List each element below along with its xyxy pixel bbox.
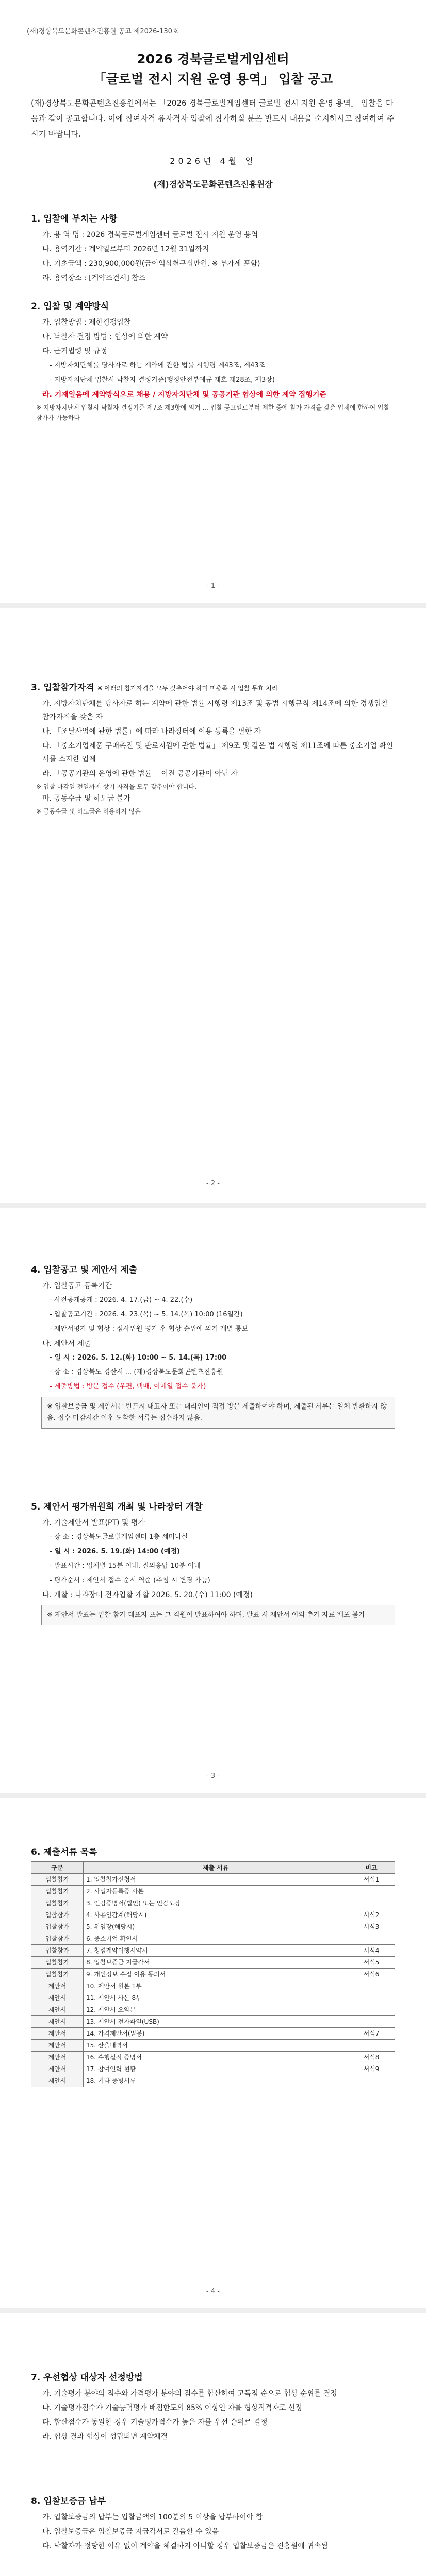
list-item: - 장 소 : 경상북도 경산시 ... (재)경상북도문화콘텐츠진흥원 <box>50 1368 223 1376</box>
document-cell: 9. 개인정보 수집 이용 동의서 <box>84 1969 348 1980</box>
section-3 <box>31 670 395 817</box>
remark-cell <box>348 1980 395 1992</box>
document-cell: 2. 사업자등록증 사본 <box>84 1886 348 1897</box>
table-row <box>31 1921 395 1933</box>
section-heading: 2. 입찰 및 계약방식 <box>31 301 109 312</box>
table-row <box>31 2004 395 2016</box>
section-2 <box>31 289 395 423</box>
remark-cell <box>348 2016 395 2028</box>
table-header: 제출 서류 <box>84 1862 348 1874</box>
page-separator <box>0 1793 426 1798</box>
document-cell: 7. 청렴계약이행서약서 <box>84 1945 348 1957</box>
category-cell: 입찰참가 <box>31 1874 84 1886</box>
list-item: 나. 제안서 제출 <box>42 1340 91 1348</box>
remark-cell: 서식4 <box>348 1945 395 1957</box>
list-item: 라. 용역장소 : [계약조건서] 참조 <box>42 274 146 282</box>
page-number: - 3 - <box>206 1772 220 1780</box>
list-item: - 입찰공고기간 : 2026. 4. 23.(목) ~ 5. 14.(목) 10:00 (16일간) <box>50 1311 243 1318</box>
remark-cell: 서식8 <box>348 2052 395 2063</box>
page-number: - 1 - <box>206 582 220 590</box>
list-item: 다. 근거법령 및 규정 <box>42 347 107 355</box>
notice-box: ※ 입찰보증금 및 제안서는 반드시 대표자 또는 대리인이 직접 방문 제출하여야 하며, 제출된 서류는 일체 반환하지 않음. 접수 마감시간 이후 도착한 서류는 접수하지 않음. <box>41 1397 395 1429</box>
remark-cell: 서식1 <box>348 1874 395 1886</box>
category-cell: 제안서 <box>31 1980 84 1992</box>
section-heading <box>31 680 395 693</box>
list-item: - 일 시 : 2026. 5. 12.(화) 10:00 ~ 5. 14.(목) 17:00 <box>50 1354 227 1362</box>
category-cell: 제안서 <box>31 2004 84 2016</box>
list-item: 나. 입찰보증금은 입찰보증금 지급각서로 갈음할 수 있음 <box>42 2528 219 2536</box>
table-row <box>31 2040 395 2052</box>
category-cell: 입찰참가 <box>31 1969 84 1980</box>
list-item: - 제출방법 : 방문 접수 (우편, 택배, 이메일 접수 불가) <box>50 1383 206 1391</box>
page-separator <box>0 1203 426 1208</box>
document-cell: 1. 입찰참가신청서 <box>84 1874 348 1886</box>
document-cell: 3. 인감증명서(법인) 또는 인감도장 <box>84 1897 348 1909</box>
document-cell: 16. 수행실적 증명서 <box>84 2052 348 2063</box>
section-lead: ※ 아래의 참가자격을 모두 갖추어야 하며 미충족 시 입찰 무효 처리 <box>97 685 278 692</box>
document-cell: 4. 사용인감계(해당시) <box>84 1909 348 1921</box>
remark-cell <box>348 1992 395 2004</box>
list-item: 나. 「조달사업에 관한 법률」에 따라 나라장터에 이용 등록을 필한 자 <box>42 727 261 736</box>
list-item: - 사전공개공개 : 2026. 4. 17.(금) ~ 4. 22.(수) <box>50 1296 193 1304</box>
list-item: - 발표시간 : 업체별 15분 이내, 질의응답 10분 이내 <box>50 1562 201 1570</box>
list-item: - 지방자치단체를 당사자로 하는 계약에 관한 법률 시행령 제43조, 제43조 <box>50 362 266 369</box>
document-cell: 6. 중소기업 확인서 <box>84 1933 348 1945</box>
list-item: 다. 낙찰자가 정당한 이유 없이 계약을 체결하지 아니할 경우 입찰보증금은 진흥원에 귀속됨 <box>42 2542 328 2550</box>
document-cell: 10. 제안서 원본 1부 <box>84 1980 348 1992</box>
list-item: 가. 기술평가 분야의 점수와 가격평가 분야의 점수를 합산하여 고득점 순으로 협상 순위를 결정 <box>42 2389 337 2398</box>
intro-paragraph: (재)경상북도문화콘텐츠진흥원에서는 「2026 경북글로벌게임센터 글로벌 전시 지원 운영 용역」 입찰을 다음과 같이 공고합니다. 이에 참여자격 유자격자 입찰에 참가하실 분은 반드시 내용을 숙지하시고 참여하여 주시기 바랍니다. <box>31 98 395 139</box>
page-separator <box>0 2308 426 2313</box>
section-heading: 4. 입찰공고 및 제안서 제출 <box>31 1265 138 1275</box>
category-cell: 입찰참가 <box>31 1909 84 1921</box>
list-item: - 제안서평가 및 협상 : 심사위원 평가 후 협상 순위에 의거 개별 통보 <box>50 1325 249 1333</box>
category-cell: 입찰참가 <box>31 1945 84 1957</box>
category-cell: 제안서 <box>31 2040 84 2052</box>
table-row <box>31 1886 395 1897</box>
table-row <box>31 1992 395 2004</box>
page-number: - 4 - <box>206 2287 220 2295</box>
document-cell: 8. 입찰보증금 지급각서 <box>84 1957 348 1969</box>
list-item: 라. 협상 결과 협상이 성립되면 계약체결 <box>42 2433 168 2441</box>
table-row <box>31 2075 395 2087</box>
section-heading: 7. 우선협상 대상자 선정방법 <box>31 2372 143 2383</box>
section-4 <box>31 1252 395 1432</box>
document-cell: 14. 가격제안서(밀봉) <box>84 2028 348 2040</box>
category-cell: 제안서 <box>31 2016 84 2028</box>
list-item: 라. 기재일음에 계약방식으로 채용 / 지방자치단체 및 공공기관 협상에 의한 계약 집행기준 <box>42 391 326 399</box>
document-cell: 11. 제안서 사본 8부 <box>84 1992 348 2004</box>
document-cell: 12. 제안서 요약본 <box>84 2004 348 2016</box>
table-row <box>31 1874 395 1886</box>
title-line-2: 「글로벌 전시 지원 운영 용역」 입찰 공고 <box>93 72 333 87</box>
table-row <box>31 1945 395 1957</box>
table-row <box>31 2063 395 2075</box>
note: ※ 공동수급 및 하도급은 허용하지 않음 <box>36 808 141 815</box>
list-item: 다. 합산점수가 동일한 경우 기술평가점수가 높은 자를 우선 순위로 결정 <box>42 2418 268 2427</box>
document-cell: 18. 기타 증빙서류 <box>84 2075 348 2087</box>
section-heading: 8. 입찰보증금 납부 <box>31 2496 106 2506</box>
list-item: 다. 「중소기업제품 구매촉진 및 판로지원에 관한 법률」 제9조 및 같은 법 시행령 제11조에 따른 중소기업 확인서를 소지한 업체 <box>42 742 394 764</box>
document-cell: 13. 제안서 전자파일(USB) <box>84 2016 348 2028</box>
category-cell: 입찰참가 <box>31 1897 84 1909</box>
list-item: - 일 시 : 2026. 5. 19.(화) 14:00 (예정) <box>50 1548 180 1555</box>
issuer: (재)경상북도문화콘텐츠진흥원장 <box>153 179 273 189</box>
category-cell: 입찰참가 <box>31 1921 84 1933</box>
list-item: - 장 소 : 경상북도글로벌게임센터 1층 세미나실 <box>50 1533 188 1541</box>
category-cell: 제안서 <box>31 2052 84 2063</box>
remark-cell <box>348 2075 395 2087</box>
note: ※ 지방자치단체 입찰시 낙찰자 결정기준 제7조 제3항에 의거 ... 입찰 공고일로부터 제한 중에 참가 자격을 갖춘 업체에 한하여 입찰 참가가 가능하다 <box>36 404 390 421</box>
remark-cell <box>348 1886 395 1897</box>
table-row <box>31 1957 395 1969</box>
list-item: 라. 「공공기관의 운영에 관한 법률」 이전 공공기관이 아닌 자 <box>42 770 238 778</box>
remark-cell <box>348 2004 395 2016</box>
note: ※ 입찰 마감일 전일까지 상기 자격을 모두 갖추어야 합니다. <box>36 783 197 790</box>
list-item: - 지방자치단체 입찰시 낙찰자 결정기준(행정안전부예규 제호 제28조, 제3장) <box>50 376 275 384</box>
list-item: 가. 입찰방법 : 제한경쟁입찰 <box>42 318 131 327</box>
table-header: 구분 <box>31 1862 84 1874</box>
category-cell: 입찰참가 <box>31 1957 84 1969</box>
submission-table <box>31 1861 395 2087</box>
section-title: 3. 입찰참가자격 <box>31 683 94 693</box>
page-number: - 2 - <box>206 1180 220 1188</box>
list-item: 마. 공동수급 및 하도급 불가 <box>42 794 131 803</box>
category-cell: 제안서 <box>31 1992 84 2004</box>
table-row <box>31 2052 395 2063</box>
table-header: 비고 <box>348 1862 395 1874</box>
category-cell: 제안서 <box>31 2075 84 2087</box>
list-item: 가. 입찰공고 등록기간 <box>42 1282 112 1290</box>
section-heading: 1. 입찰에 부치는 사항 <box>31 214 118 224</box>
table-row <box>31 2016 395 2028</box>
list-item: 가. 지방자치단체를 당사자로 하는 계약에 관한 법률 시행령 제13조 및 동법 시행규칙 제14조에 의한 경쟁입찰 참가자격을 갖춘 자 <box>42 700 388 721</box>
section-1 <box>31 201 395 286</box>
remark-cell: 서식6 <box>348 1969 395 1980</box>
list-item: 나. 개찰 : 나라장터 전자입찰 개찰 2026. 5. 20.(수) 11:00 (예정) <box>42 1591 253 1599</box>
notice-number: (재)경상북도문화콘텐츠진흥원 공고 제2026-130호 <box>27 28 179 36</box>
category-cell: 제안서 <box>31 2028 84 2040</box>
section-7 <box>31 2360 395 2445</box>
section-8 <box>31 2483 395 2554</box>
page-separator <box>0 603 426 608</box>
table-row <box>31 1909 395 1921</box>
list-item: 나. 용역기간 : 계약일로부터 2026년 12월 31일까지 <box>42 245 209 253</box>
title-line-1: 2026 경북글로벌게임센터 <box>137 52 289 66</box>
table-row <box>31 1980 395 1992</box>
table-row <box>31 1969 395 1980</box>
section-5 <box>31 1489 395 1629</box>
category-cell: 제안서 <box>31 2063 84 2075</box>
list-item: - 평가순서 : 제안서 접수 순서 역순 (추첨 시 변경 가능) <box>50 1577 210 1584</box>
document-cell: 15. 산출내역서 <box>84 2040 348 2052</box>
section-6 <box>31 1834 395 2087</box>
remark-cell: 서식3 <box>348 1921 395 1933</box>
list-item: 나. 낙찰자 결정 방법 : 협상에 의한 계약 <box>42 333 168 341</box>
category-cell: 입찰참가 <box>31 1933 84 1945</box>
table-row <box>31 1897 395 1909</box>
remark-cell <box>348 2040 395 2052</box>
remark-cell: 서식9 <box>348 2063 395 2075</box>
document-cell: 5. 위임장(해당시) <box>84 1921 348 1933</box>
list-item: 가. 기술제안서 발표(PT) 및 평가 <box>42 1519 145 1527</box>
list-item: 가. 용 역 명 : 2026 경북글로벌게임센터 글로벌 전시 지원 운영 용역 <box>42 231 258 239</box>
list-item: 나. 기술평가점수가 기술능력평가 배점한도의 85% 이상인 자를 협상적격자로 선정 <box>42 2404 302 2412</box>
table-row <box>31 1933 395 1945</box>
list-item: 다. 기초금액 : 230,900,000원(금이억삼천구십만원, ※ 부가세 포함) <box>42 260 260 268</box>
document-cell: 17. 참여인력 현황 <box>84 2063 348 2075</box>
remark-cell: 서식7 <box>348 2028 395 2040</box>
list-item: 가. 입찰보증금의 납부는 입찰금액의 100분의 5 이상을 납부하여야 함 <box>42 2513 263 2521</box>
category-cell: 입찰참가 <box>31 1886 84 1897</box>
notice-date: 2026년 4월 일 <box>170 156 256 166</box>
remark-cell <box>348 1897 395 1909</box>
remark-cell <box>348 1933 395 1945</box>
section-heading: 6. 제출서류 목록 <box>31 1847 97 1857</box>
table-body <box>31 1874 395 2087</box>
table-row <box>31 2028 395 2040</box>
section-heading: 5. 제안서 평가위원회 개최 및 나라장터 개찰 <box>31 1502 203 1512</box>
remark-cell: 서식2 <box>348 1909 395 1921</box>
remark-cell: 서식5 <box>348 1957 395 1969</box>
notice-box: ※ 제안서 발표는 입찰 참가 대표자 또는 그 직원이 발표하여야 하며, 발표 시 제안서 이외 추가 자료 배포 불가 <box>41 1605 395 1625</box>
